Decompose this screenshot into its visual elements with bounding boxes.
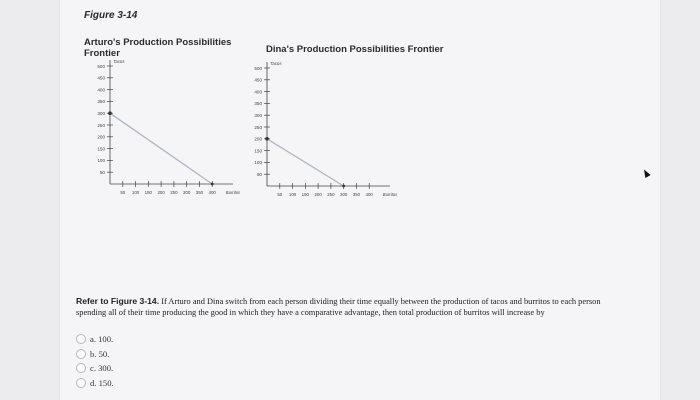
option-d-label: d. 150. [90,377,114,388]
radio-icon[interactable] [76,363,86,373]
y-tick-label: 200 [97,134,105,140]
question-text [76,296,606,318]
y-tick-label: 200 [254,136,262,142]
answer-options [76,332,114,390]
y-tick-label: 350 [254,101,262,107]
x-tick-label: 350 [195,190,204,195]
x-tick-label: 50 [120,190,126,195]
option-b[interactable] [76,347,114,362]
x-tick-label: 150 [144,190,152,195]
ppf-line [110,113,212,184]
y-tick-label: 400 [97,87,105,93]
y-tick-label: 300 [254,113,262,118]
option-c[interactable] [76,361,114,376]
x-tick-label: 100 [131,190,140,195]
y-tick-label: 100 [254,160,262,166]
option-d[interactable] [76,376,114,391]
x-tick-label: 400 [365,192,373,197]
option-a-label: a. 100. [90,334,114,345]
x-tick-label: 300 [183,190,191,195]
x-tick-label: 400 [208,190,216,195]
x-axis-label: Burritos [225,190,241,195]
question-body: If Arturo and Dina switch from each person dividing their time equally between the production of tacos and burritos to each person spending all of their time producing the good in which they have a comparative advantage, then total production of burritos will increase by [76,297,601,317]
x-tick-label: 200 [314,192,322,197]
ppf-endpoint-x [211,183,214,186]
y-tick-label: 500 [97,63,105,69]
x-tick-label: 100 [288,192,297,197]
chart-arturo-ppf [80,58,245,203]
x-tick-label: 150 [301,192,309,197]
x-tick-label: 200 [157,190,165,195]
option-c-label: c. 300. [90,363,114,374]
ppf-endpoint-x [342,185,345,188]
y-tick-label: 300 [97,111,105,116]
y-tick-label: 50 [99,170,105,175]
y-tick-label: 450 [97,75,105,81]
figure-label: Figure 3-14 [84,10,138,21]
y-tick-label: 100 [97,158,105,164]
radio-icon[interactable] [76,334,86,344]
chart-title-dina: Dina's Production Possibilities Frontier [266,44,444,55]
chart-dina-ppf [237,60,402,205]
ppf-line [267,139,344,186]
radio-icon[interactable] [76,378,86,388]
x-tick-label: 350 [352,192,361,197]
y-axis-label: Tacos [113,59,125,64]
option-a[interactable] [76,332,114,347]
y-tick-label: 250 [97,122,105,128]
option-b-label: b. 50. [90,348,110,359]
x-axis-label: Burritos [382,192,398,197]
x-tick-label: 250 [170,190,178,195]
y-axis-label: Tacos [270,61,282,66]
y-tick-label: 50 [256,172,262,177]
y-tick-label: 450 [254,77,262,83]
y-tick-label: 150 [254,148,262,154]
chart-title-arturo: Arturo's Production Possibilities Frontier [84,37,232,59]
y-tick-label: 500 [254,65,262,71]
radio-icon[interactable] [76,349,86,359]
ppf-endpoint-y [108,111,112,115]
question-ref: Refer to Figure 3-14. [76,296,160,306]
x-tick-label: 300 [340,192,348,197]
y-tick-label: 400 [254,89,262,95]
y-tick-label: 150 [97,146,105,152]
y-tick-label: 350 [97,99,105,105]
x-tick-label: 250 [327,192,335,197]
y-tick-label: 250 [254,124,262,130]
x-tick-label: 50 [277,192,283,197]
ppf-endpoint-y [265,137,269,141]
